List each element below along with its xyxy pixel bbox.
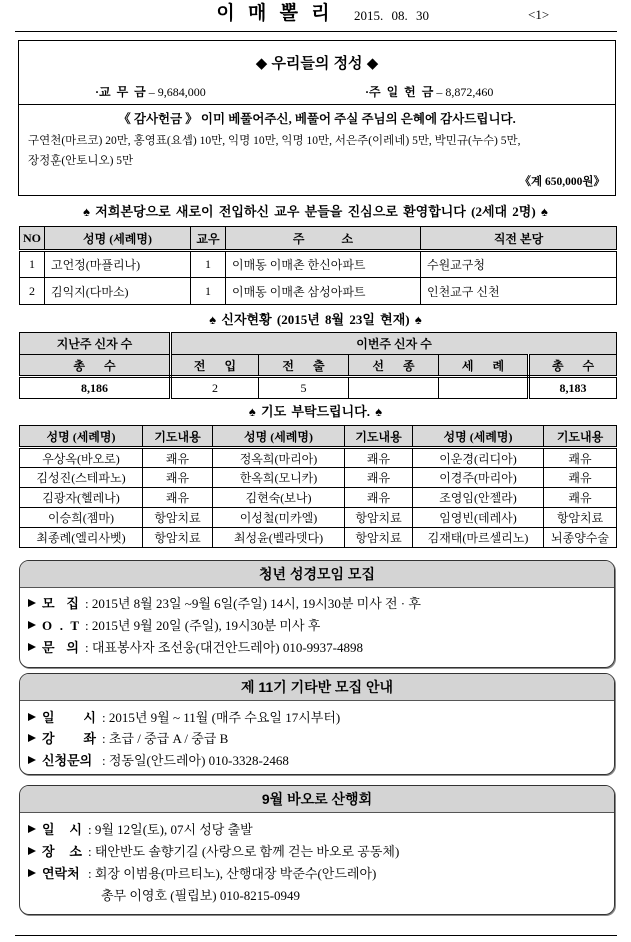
notice-label: 문 의: [42, 640, 79, 655]
name-cell: 김익지(다마소): [45, 278, 191, 305]
intention-cell: 쾌유: [544, 448, 617, 468]
notice-value: : 초급 / 중급 A / 중급 B: [102, 731, 229, 746]
notice-line: [28, 822, 253, 838]
arrow-bullet-icon: [28, 643, 36, 651]
column-header-transfer-in: 전 입: [171, 355, 259, 377]
notice-label: 강 좌: [42, 731, 96, 746]
column-header-address: 주 소: [226, 227, 421, 251]
address-cell: 이매동 이매촌 한신아파트: [226, 251, 421, 278]
offering-title: ◆ 우리들의 정성 ◆: [255, 55, 379, 72]
notice-line: [28, 710, 340, 726]
intention-cell: 쾌유: [345, 448, 413, 468]
name-cell: 김재태(마르셀리노): [413, 528, 544, 548]
table-row: [20, 528, 617, 548]
intention-cell: 쾌유: [345, 488, 413, 508]
intention-cell: 쾌유: [544, 468, 617, 488]
notice-value: : 2015년 9월 20일 (주일), 19시30분 미사 후: [85, 618, 321, 633]
column-header-intention: 기도내용: [544, 426, 617, 448]
row-number-cell: 1: [20, 251, 45, 278]
address-cell: 이매동 이매촌 삼성아파트: [226, 278, 421, 305]
newcomers-table: [19, 226, 617, 305]
name-cell: 김광자(헬레나): [20, 488, 143, 508]
offering-box: [18, 40, 616, 196]
column-header-name: 성명 (세례명): [20, 426, 143, 448]
previous-parish-cell: 인천교구 신천: [421, 278, 617, 305]
intention-cell: 항암치료: [345, 508, 413, 528]
arrow-bullet-icon: [28, 734, 36, 742]
donor-list-line: 구연천(마르코) 20만, 홍영표(요셉) 10만, 익명 10만, 익명 10만, 서은주(이레네) 5만, 박민규(누수) 5만,: [28, 135, 521, 147]
notice-label: O . T: [42, 618, 79, 633]
name-cell: 최성윤(벨라뎃다): [213, 528, 345, 548]
previous-parish-cell: 수원교구청: [421, 251, 617, 278]
prayer-heading: ♠ 기도 부탁드립니다. ♠: [248, 404, 383, 419]
row-number-cell: 2: [20, 278, 45, 305]
notice-label: 일 시: [42, 710, 96, 725]
table-row: [20, 468, 617, 488]
table-header-row: [20, 426, 617, 448]
donor-list-line: 장정훈(안토니오) 5만: [28, 155, 134, 167]
arrow-bullet-icon: [28, 599, 36, 607]
name-cell: 김성진(스테파노): [20, 468, 143, 488]
column-header-transfer-out: 전 출: [259, 355, 349, 377]
table-row: [20, 377, 617, 399]
name-cell: 이승희(젬마): [20, 508, 143, 528]
name-cell: 이운경(리디아): [413, 448, 544, 468]
notice-value: : 정동일(안드레아) 010-3328-2468: [102, 753, 289, 768]
notice-line: [28, 844, 399, 860]
arrow-bullet-icon: [28, 847, 36, 855]
intention-cell: 쾌유: [143, 468, 213, 488]
intention-cell: 항암치료: [143, 508, 213, 528]
deceased-count: [349, 377, 439, 399]
table-row: [20, 488, 617, 508]
table-header-row: [20, 333, 617, 355]
offering-divider: [19, 104, 615, 105]
table-row: [20, 508, 617, 528]
notice-value: : 2015년 9월 ~ 11월 (매주 수요일 17시부터): [102, 710, 341, 725]
membership-heading: ♠ 신자현황 (2015년 8월 23일 현재) ♠: [209, 312, 422, 327]
guitar-class-notice: [19, 673, 615, 775]
parish-dues-amount: [95, 84, 206, 100]
this-week-total: 8,183: [529, 377, 617, 399]
column-header-this-total: 총 수: [529, 355, 617, 377]
arrow-bullet-icon: [28, 825, 36, 833]
intention-cell: 쾌유: [143, 488, 213, 508]
notice-value: : 2015년 8월 23일 ~9월 6일(주일) 14시, 19시30분 미사 전 · 후: [85, 596, 421, 611]
name-cell: 고언정(마플리나): [45, 251, 191, 278]
intention-cell: 쾌유: [143, 448, 213, 468]
bulletin-title: 이 매 뽈 리: [216, 3, 334, 24]
baptism-count: [439, 377, 529, 399]
column-header-name: 성명 (세례명): [413, 426, 544, 448]
arrow-bullet-icon: [28, 621, 36, 629]
name-cell: 김현숙(보나): [213, 488, 345, 508]
thanks-offering-heading: 《 감사헌금 》 이미 베풀어주신, 베풀어 주실 주님의 은혜에 감사드립니다.: [118, 112, 516, 126]
notice-line: [28, 753, 289, 769]
column-header-name: 성명 (세례명): [213, 426, 345, 448]
members-cell: 1: [191, 278, 226, 305]
column-header-members: 교우: [191, 227, 226, 251]
notice-line: [28, 640, 363, 656]
youth-bible-study-notice: [19, 560, 615, 668]
intention-cell: 쾌유: [544, 488, 617, 508]
prayer-table: [19, 425, 617, 548]
arrow-bullet-icon: [28, 756, 36, 764]
intention-cell: 뇌종양수술: [544, 528, 617, 548]
amount-value: – 9,684,000: [145, 85, 206, 99]
column-header-no: NO: [20, 227, 45, 251]
name-cell: 조영임(안젤라): [413, 488, 544, 508]
notice-title: 청년 성경모임 모집: [20, 561, 614, 588]
column-header-intention: 기도내용: [143, 426, 213, 448]
name-cell: 정옥희(마리아): [213, 448, 345, 468]
this-week-header: 이번주 신자 수: [171, 333, 617, 355]
footer-divider: [15, 935, 617, 936]
amount-label: ·교 무 금: [95, 85, 146, 99]
intention-cell: 항암치료: [143, 528, 213, 548]
arrow-bullet-icon: [28, 869, 36, 877]
amount-value: – 8,872,460: [433, 85, 494, 99]
header-divider: [15, 31, 617, 32]
notice-label: 연락처: [42, 866, 80, 881]
table-row: [20, 278, 617, 305]
column-header-intention: 기도내용: [345, 426, 413, 448]
last-week-total: 8,186: [20, 377, 171, 399]
transfer-in-count: 2: [171, 377, 259, 399]
notice-label: 신청문의: [42, 753, 93, 768]
transfer-out-count: 5: [259, 377, 349, 399]
name-cell: 이성철(미카엘): [213, 508, 345, 528]
amount-label: ·주 일 헌 금: [365, 85, 434, 99]
name-cell: 우상옥(바오로): [20, 448, 143, 468]
notice-line: [28, 731, 228, 747]
membership-table: [19, 332, 617, 399]
notice-line: [28, 618, 320, 634]
newcomers-heading: ♠ 저희본당으로 새로이 전입하신 교우 분들을 진심으로 환영합니다 (2세대 2명) ♠: [83, 204, 548, 219]
last-week-header: 지난주 신자 수: [20, 333, 171, 355]
notice-value: : 회장 이범용(마르티노), 산행대장 박준수(안드레아): [88, 866, 377, 881]
name-cell: 최종례(엘리사벳): [20, 528, 143, 548]
notice-line: [28, 866, 376, 882]
notice-value: : 9월 12일(토), 07시 성당 출발: [88, 822, 253, 837]
column-header-baptism: 세 례: [439, 355, 529, 377]
column-header-last-total: 총 수: [20, 355, 171, 377]
page-number: <1>: [528, 7, 550, 22]
name-cell: 임영빈(데레사): [413, 508, 544, 528]
offering-total: 《계 650,000원》: [519, 176, 605, 188]
bulletin-date: 2015. 08. 30: [354, 8, 429, 23]
column-header-name: 성명 (세례명): [45, 227, 191, 251]
hiking-club-notice: [19, 785, 615, 915]
notice-value: : 태안반도 솔향기길 (사랑으로 함께 걷는 바오로 공동체): [88, 844, 400, 859]
notice-title: 제 11기 기타반 모집 안내: [20, 674, 614, 701]
notice-value: : 대표봉사자 조선웅(대건안드레아) 010-9937-4898: [85, 640, 363, 655]
notice-label: 모 집: [42, 596, 79, 611]
name-cell: 한옥희(모니카): [213, 468, 345, 488]
sunday-collection-amount: [365, 84, 493, 100]
notice-label: 장 소: [42, 844, 82, 859]
table-header-row: [20, 227, 617, 251]
members-cell: 1: [191, 251, 226, 278]
table-subheader-row: [20, 355, 617, 377]
notice-line: [28, 596, 421, 612]
name-cell: 이경주(마리아): [413, 468, 544, 488]
column-header-previous-parish: 직전 본당: [421, 227, 617, 251]
intention-cell: 항암치료: [345, 528, 413, 548]
column-header-deceased: 선 종: [349, 355, 439, 377]
arrow-bullet-icon: [28, 713, 36, 721]
notice-label: 일 시: [42, 822, 82, 837]
intention-cell: 쾌유: [345, 468, 413, 488]
notice-continuation-line: 총무 이영호 (필립보) 010-8215-0949: [101, 888, 301, 903]
notice-title: 9월 바오로 산행회: [20, 786, 614, 813]
table-row: [20, 448, 617, 468]
table-row: [20, 251, 617, 278]
intention-cell: 항암치료: [544, 508, 617, 528]
